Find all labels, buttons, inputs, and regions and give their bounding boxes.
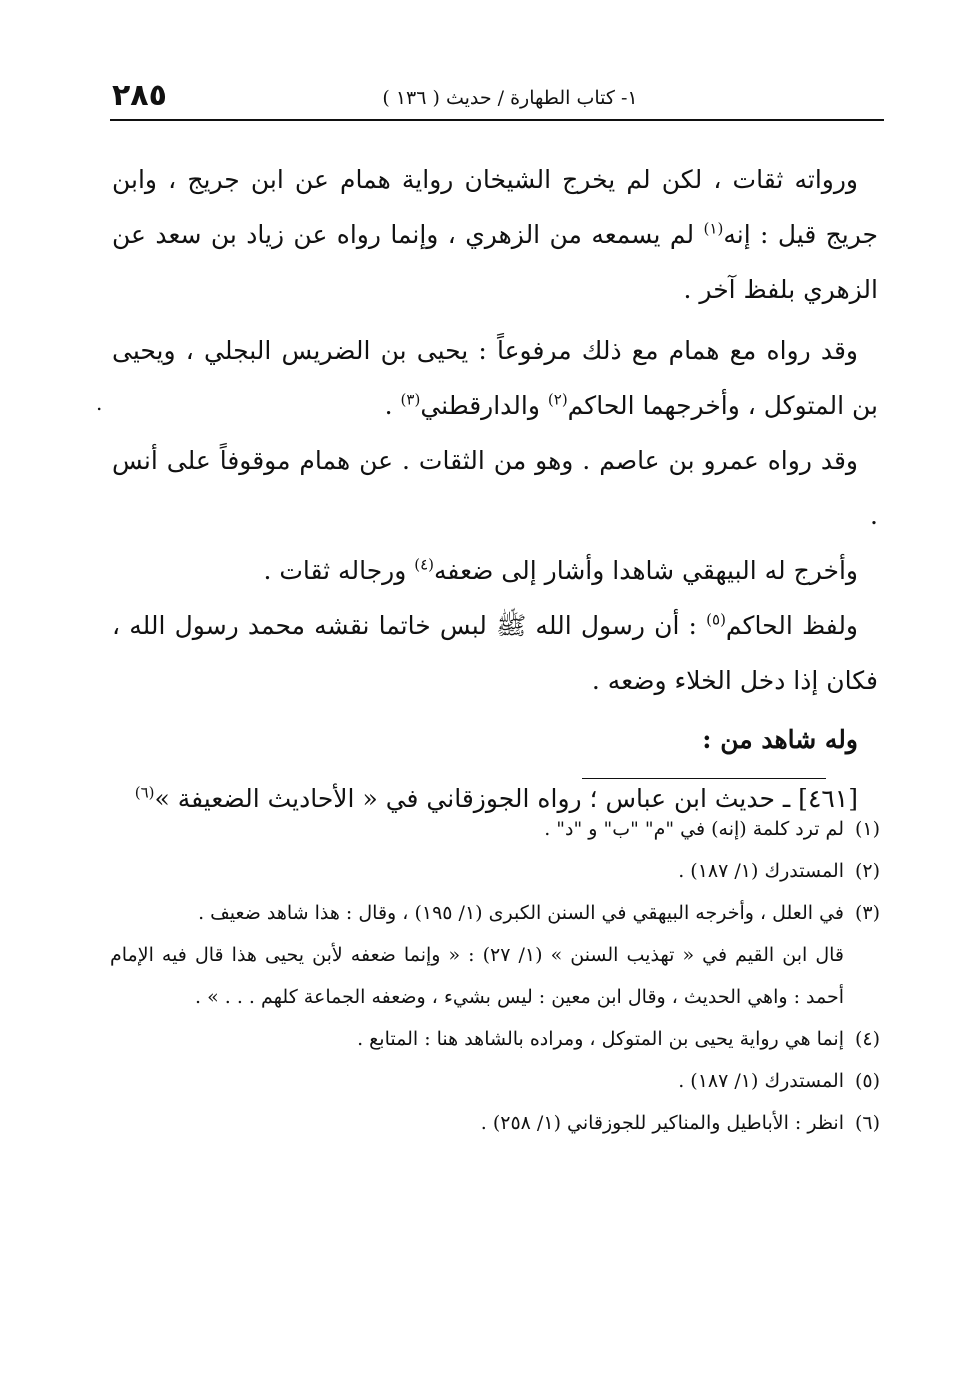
- footnote-number: (٦): [854, 1112, 880, 1134]
- footnote-ref-6: (٦): [134, 783, 155, 802]
- footnote-ref-4: (٤): [414, 555, 435, 574]
- paragraph-2-text-a: وقد رواه مع همام مع ذلك مرفوعاً : يحيى بن الضريس البجلي ، ويحيى بن المتوكل ، وأخرجهما الحاكم: [112, 336, 878, 420]
- footnote-ref-5: (٥): [706, 610, 726, 629]
- paragraph-5-text-b: : أن رسول الله ﷺ لبس خاتما نقشه محمد رسول الله ، فكان إذا دخل الخلاء وضعه .: [112, 611, 878, 695]
- page-number: ٢٨٥: [112, 78, 167, 113]
- footnote-text: إنما هي رواية يحيى بن المتوكل ، ومراده بالشاهد هنا : المتابع .: [357, 1028, 844, 1050]
- paragraph-2-text-b: والدارقطني: [420, 391, 548, 420]
- footnote-4: [110, 1018, 880, 1060]
- footnote-6: [110, 1102, 880, 1144]
- paragraph-3: [112, 433, 878, 543]
- footnote-ref-2: (٢): [547, 390, 568, 409]
- paragraph-4: [112, 543, 878, 598]
- paragraph-2-text-c: .: [384, 391, 401, 420]
- paragraph-6-text: [٤٦١] ـ حديث ابن عباس ؛ رواه الجوزقاني في « الأحاديث الضعيفة »: [154, 784, 858, 813]
- paragraph-4-text-b: ورجاله ثقات .: [263, 556, 415, 585]
- paragraph-3-text: وقد رواه عمرو بن عاصم . وهو من الثقات . عن همام موقوفاً على أنس .: [112, 446, 878, 530]
- footnote-text: المستدرك (١/ ١٨٧) .: [678, 1070, 844, 1092]
- paragraph-5-text-a: ولفظ الحاكم: [725, 611, 859, 640]
- header-rule: [110, 119, 884, 121]
- footnote-5: [110, 1060, 880, 1102]
- paragraph-5: [112, 598, 878, 708]
- footnote-2: [110, 850, 880, 892]
- footnote-separator: [582, 778, 826, 779]
- footnote-3-continuation: قال ابن القيم في « تهذيب السنن » (١/ ٢٧) : « وإنما ضعفه لأبن يحيى هذا قال فيه الإمام أحمد : واهي الحديث ، وقال ابن معين : ليس بشيء ، وضعفه الجماعة كلهم . . . » .: [110, 944, 844, 1008]
- stray-mark: .: [96, 391, 103, 415]
- footnote-number: (٤): [854, 1028, 880, 1050]
- footnote-text: المستدرك (١/ ١٨٧) .: [678, 860, 844, 882]
- footnote-ref-3: (٣): [400, 390, 421, 409]
- section-heading: وله شاهد من :: [702, 725, 858, 754]
- footnote-3: [110, 892, 880, 934]
- running-head: ١- كتاب الطهارة / حديث ( ١٣٦ ): [382, 87, 638, 109]
- footnote-ref-1: (١): [703, 219, 724, 238]
- footnote-text: انظر : الأباطيل والمناكير للجوزقاني (١/ ٢٥٨) .: [480, 1112, 844, 1134]
- footnote-number: (١): [854, 818, 880, 840]
- paragraph-1-rest: لم يسمعه من الزهري ، وإنما رواه عن زياد بن سعد عن الزهري بلفظ آخر .: [112, 220, 878, 304]
- paragraph-2: [112, 323, 878, 433]
- paragraph-1-text: ورواته ثقات ، لكن لم يخرج الشيخان رواية همام عن ابن جريج ، وابن جريج قيل : إنه: [112, 165, 879, 249]
- footnote-1: [110, 808, 880, 850]
- footnote-number: (٥): [854, 1070, 880, 1092]
- footnote-text: لم ترد كلمة (إنه) في "م" "ب" و "د" .: [544, 818, 844, 840]
- main-text: [112, 152, 878, 826]
- paragraph-4-text-a: وأخرج له البيهقي شاهدا وأشار إلى ضعفه: [434, 556, 858, 585]
- footnote-number: (٣): [854, 902, 880, 924]
- footnote-text: في العلل ، وأخرجه البيهقي في السنن الكبرى (١/ ١٩٥) ، وقال : هذا شاهد ضعيف .: [198, 902, 844, 924]
- paragraph-1: [112, 152, 878, 317]
- footnotes: [110, 808, 880, 1144]
- footnote-number: (٢): [854, 860, 880, 882]
